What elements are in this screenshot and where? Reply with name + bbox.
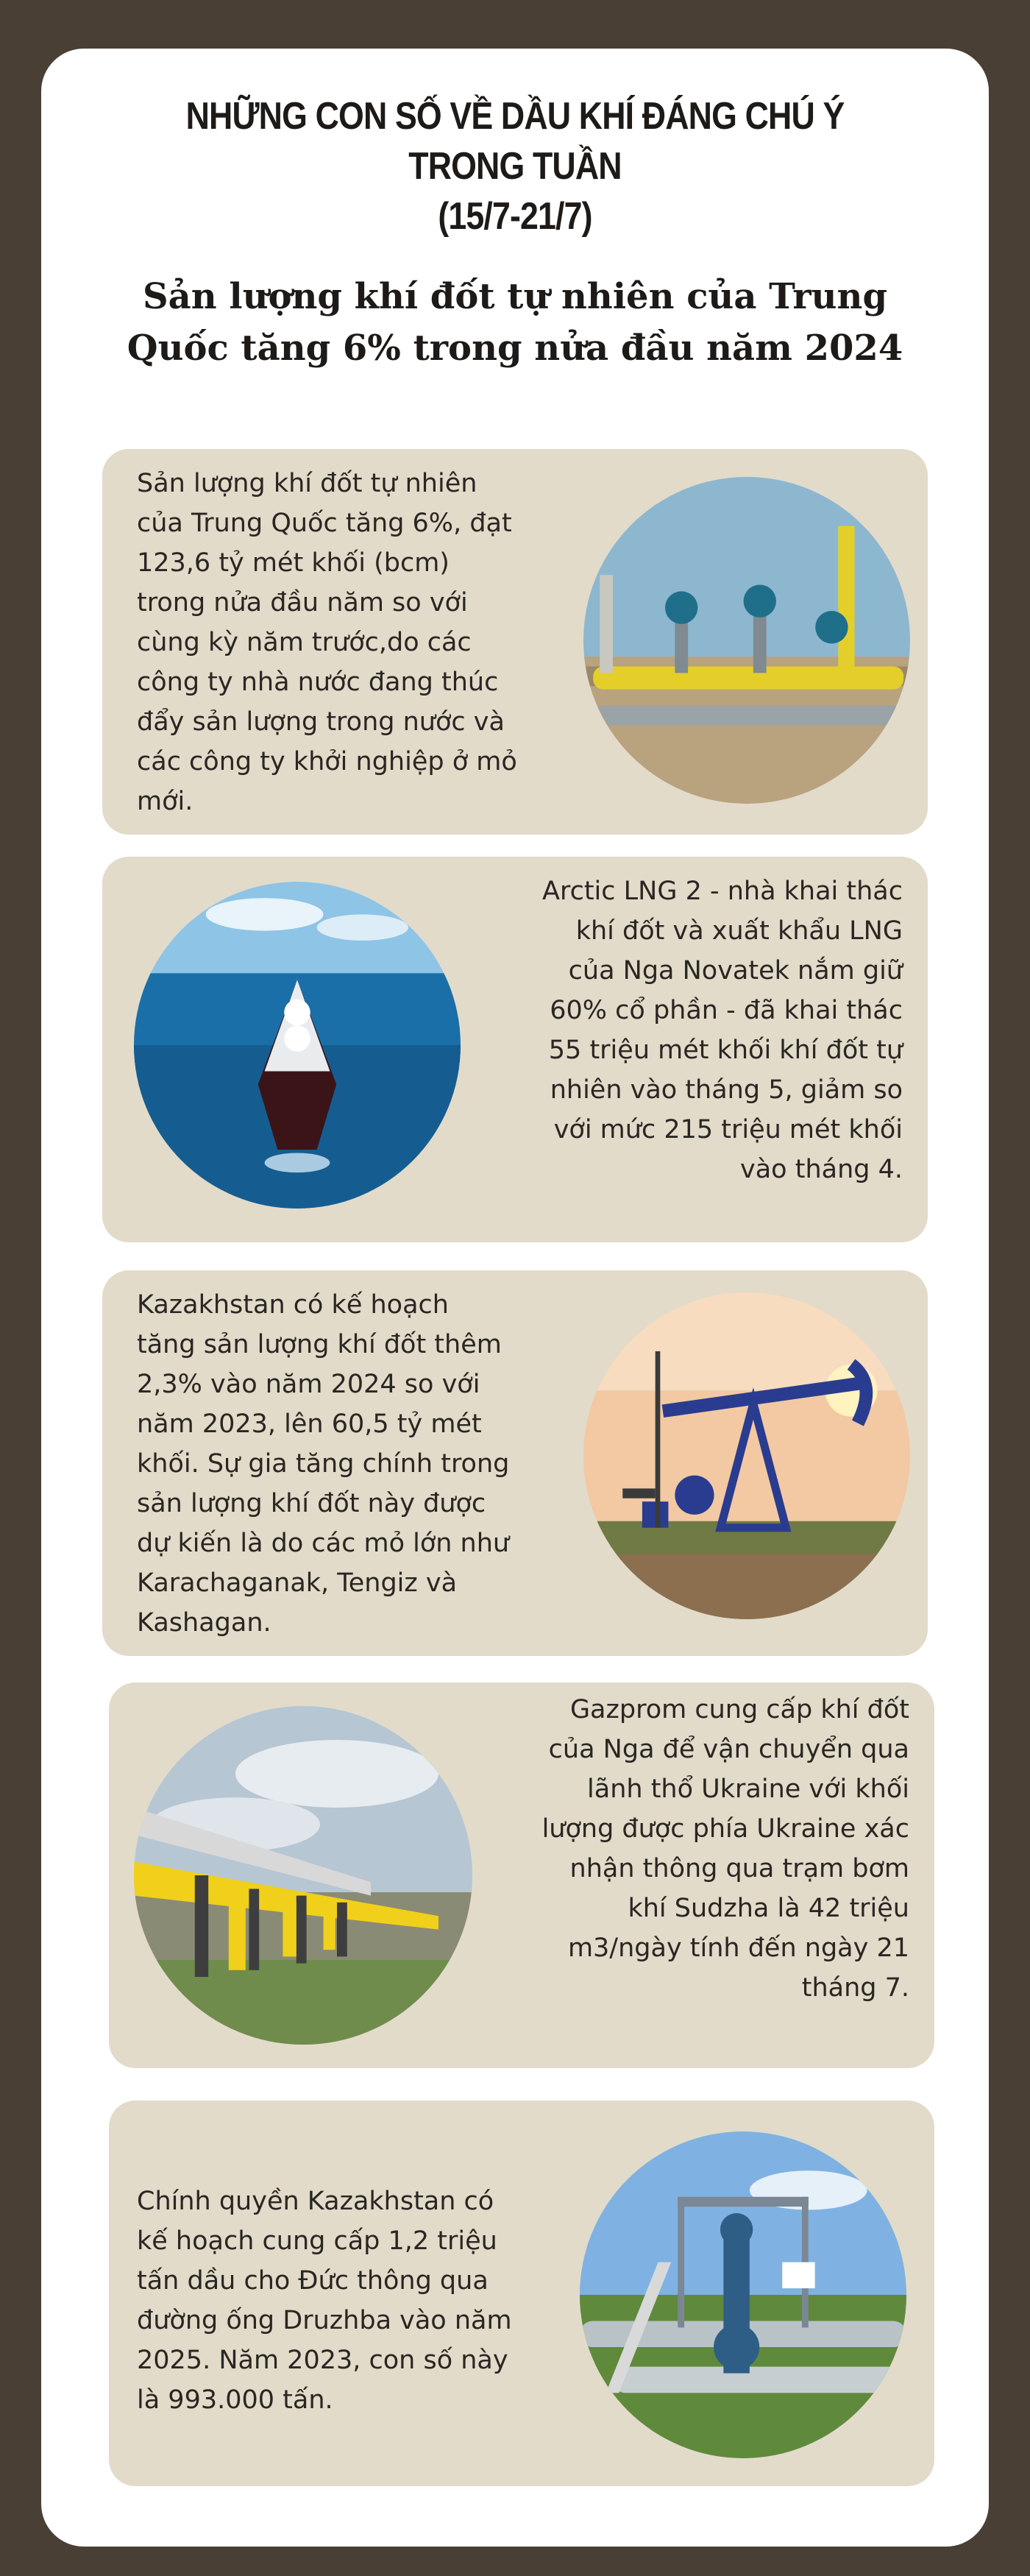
text-line: công ty nhà nước đang thúc: [137, 668, 499, 697]
text-line: m3/ngày tính đến ngày 21: [567, 1933, 909, 1963]
fact-card-china-gas: [102, 449, 928, 835]
pumping-station-photo: [580, 2131, 906, 2458]
text-line: đẩy sản lượng trong nước và: [137, 707, 505, 737]
fact-card-arctic-lng: [102, 857, 928, 1242]
fact-card-druzhba-oil: [109, 2101, 934, 2486]
text-line: cùng kỳ năm trước,do các: [137, 628, 472, 657]
infographic-page: [41, 49, 989, 2547]
fact-card-gazprom-transit: [109, 1682, 934, 2068]
page-title: [158, 91, 872, 241]
text-line: khí đốt và xuất khẩu LNG: [575, 916, 903, 946]
headline-line: Quốc tăng 6% trong nửa đầu năm 2024: [127, 328, 903, 369]
text-line: của Nga để vận chuyển qua: [548, 1735, 909, 1764]
text-line: Chính quyền Kazakhstan có: [137, 2187, 494, 2216]
text-line: của Nga Novatek nắm giữ: [568, 956, 903, 986]
text-line: 123,6 tỷ mét khối (bcm): [137, 548, 450, 578]
text-line: Arctic LNG 2 - nhà khai thác: [542, 877, 903, 906]
fact-card-kazakhstan-gas: [102, 1270, 928, 1656]
text-line: Karachaganak, Tengiz và: [137, 1568, 458, 1598]
text-line: nhiên vào tháng 5, giảm so: [550, 1075, 903, 1105]
text-line: của Trung Quốc tăng 6%, đạt: [137, 509, 512, 538]
text-line: tháng 7.: [801, 1973, 909, 2003]
text-line: 60% cổ phần - đã khai thác: [550, 996, 903, 1025]
fact-card-text: [477, 1690, 909, 2008]
gas-pipeline-valves-photo: [583, 477, 910, 804]
text-line: nhận thông qua trạm bơm: [569, 1854, 909, 1883]
fact-card-text: [137, 1285, 578, 1643]
text-line: Kazakhstan có kế hoạch: [137, 1290, 449, 1320]
text-line: 2,3% vào năm 2024 so với: [137, 1370, 480, 1399]
page-title-line: NHỮNG CON SỐ VỀ DẦU KHÍ ĐÁNG CHÚ Ý TRONG TUẦN: [185, 95, 845, 188]
text-line: dự kiến là do các mỏ lớn như: [137, 1529, 510, 1558]
text-line: 2025. Năm 2023, con số này: [137, 2346, 508, 2375]
text-line: 55 triệu mét khối khí đốt tự: [548, 1036, 903, 1065]
text-line: kế hoạch cung cấp 1,2 triệu: [137, 2226, 497, 2256]
fact-card-text: [137, 464, 578, 821]
text-line: mới.: [137, 787, 193, 816]
oil-pumpjack-photo: [583, 1292, 910, 1619]
text-line: Sản lượng khí đốt tự nhiên: [137, 469, 477, 498]
text-line: là 993.000 tấn.: [137, 2385, 333, 2415]
text-line: lượng được phía Ukraine xác: [541, 1814, 909, 1844]
text-line: đường ống Druzhba vào năm: [137, 2306, 512, 2335]
text-line: Kashagan.: [137, 1608, 271, 1638]
yellow-pipeline-photo: [134, 1706, 472, 2045]
lng-tanker-ship-photo: [134, 882, 461, 1209]
page-title-dates: (15/7-21/7): [438, 195, 592, 238]
text-line: tăng sản lượng khí đốt thêm: [137, 1330, 502, 1359]
headline: [107, 271, 923, 374]
text-line: khí Sudzha là 42 triệu: [628, 1894, 909, 1923]
headline-line: Sản lượng khí đốt tự nhiên của Trung: [142, 276, 888, 317]
text-line: năm 2023, lên 60,5 tỷ mét: [137, 1409, 482, 1439]
text-line: tấn dầu cho Đức thông qua: [137, 2266, 489, 2296]
text-line: vào tháng 4.: [740, 1155, 903, 1184]
fact-card-text: [137, 2182, 578, 2420]
text-line: các công ty khởi nghiệp ở mỏ: [137, 747, 517, 776]
text-line: khối. Sự gia tăng chính trong: [137, 1449, 510, 1479]
text-line: lãnh thổ Ukraine với khối: [587, 1774, 909, 1804]
fact-card-text: [470, 871, 903, 1189]
text-line: sản lượng khí đốt này được: [137, 1489, 486, 1518]
text-line: Gazprom cung cấp khí đốt: [569, 1695, 909, 1724]
text-line: với mức 215 triệu mét khối: [553, 1115, 903, 1144]
text-line: trong nửa đầu năm so với: [137, 588, 468, 618]
